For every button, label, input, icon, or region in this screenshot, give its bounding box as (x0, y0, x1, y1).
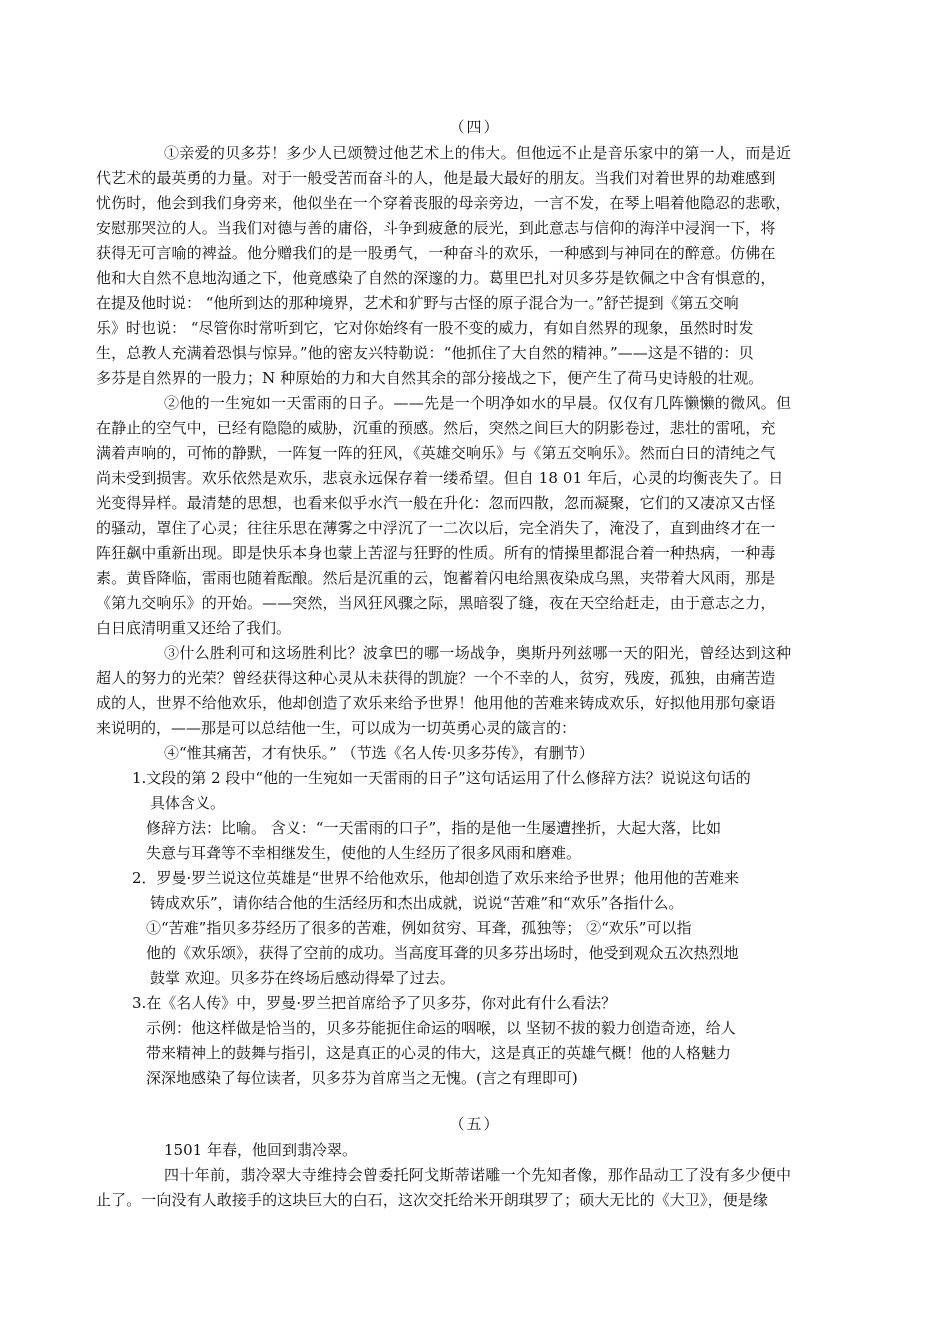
text-line: 白日底清明重又还给了我们。 (96, 619, 292, 637)
text-line: 《第九交响乐》的开始。——突然，当风狂风骤之际，黑暗裂了缝，夜在天空给赶走，由于意志之力， (96, 594, 776, 612)
text-line: 鼓掌 欢迎。贝多芬在终场后感动得晕了过去。 (150, 969, 455, 987)
text-line: 四十年前，翡冷翠大寺维持会曾委托阿戈斯蒂诺雕一个先知者像，那作品动工了没有多少便中 (164, 1166, 792, 1184)
text-line: 满着声响的，可怖的静默，一阵复一阵的狂风，《英雄交响乐》与《第五交响乐》。然而白日的清纯之气 (96, 444, 776, 462)
text-line: 来说明的，——那是可以总结他一生，可以成为一切英勇心灵的箴言的： (96, 719, 577, 737)
text-line: ①“苦难”指贝多芬经历了很多的苦难，例如贫穷、耳聋，孤独等； ②“欢乐”可以指 (146, 919, 692, 937)
text-line: 1.文段的第 2 段中“他的一生宛如一天雷雨的日子”这句话运用了什么修辞方法？说说这句话的 (132, 769, 751, 787)
text-line: ②他的一生宛如一天雷雨的日子。——先是一个明净如水的早晨。仅仅有几阵懒懒的微风。但 (164, 394, 792, 412)
text-line: 在提及他时说： “他所到达的那种境界，艺术和犷野与古怪的原子混合为一。”舒芒提到《第五交响 (96, 294, 739, 312)
text-line: 尚未受到损害。欢乐依然是欢乐，悲哀永远保存着一缕希望。但自 18 01 年后，心灵的均衡丧失了。日 (96, 469, 784, 487)
text-line: 1501 年春，他回到翡冷翠。 (164, 1141, 357, 1159)
text-line: 3.在《名人传》中，罗曼·罗兰把首席给予了贝多芬，你对此有什么看法？ (132, 994, 617, 1012)
text-line: 素。黄昏降临，雷雨也随着酝酿。然后是沉重的云，饱蓄着闪电给黑夜染成乌黑，夹带着大风雨，那是 (96, 569, 776, 587)
text-line: 成的人，世界不给他欢乐，他却创造了欢乐来给予世界！他用他的苦难来铸成欢乐，好拟他用那句豪语 (96, 694, 776, 712)
text-line: 安慰那哭泣的人。当我们对德与善的庸俗，斗争到疲惫的辰光，到此意志与信仰的海洋中浸润一下，将 (96, 219, 776, 237)
text-line: ①亲爱的贝多芬！多少人已颂赞过他艺术上的伟大。但他远不止是音乐家中的第一人，而是近 (164, 144, 792, 162)
text-line: 获得无可言喻的裨益。他分赠我们的是一股勇气，一种奋斗的欢乐，一种感到与神同在的醉意。仿佛在 (96, 244, 776, 262)
text-line: 乐》时也说： “尽管你时常听到它，它对你始终有一股不变的威力，有如自然界的现象，虽然时时发 (96, 319, 754, 337)
text-line: 在静止的空气中，已经有隐隐的威胁，沉重的预感。然后，突然之间巨大的阴影卷过，悲壮的雷吼，充 (96, 419, 776, 437)
text-line: 止了。一向没有人敢接手的这块巨大的白石，这次交托给米开朗琪罗了；硕大无比的《大卫》，便是缘 (96, 1191, 769, 1209)
text-line: ④“惟其痛苦，才有快乐。” （节选《名人传·贝多芬传》，有删节） (164, 744, 594, 762)
text-line: 生，总教人充满着恐惧与惊异。”他的密友兴特勒说：“他抓住了大自然的精神。”——这是不错的：贝 (96, 344, 754, 362)
text-line: 失意与耳聋等不幸相继发生，使他的人生经历了很多风雨和磨难。 (146, 844, 582, 862)
text-line: 他的《欢乐颂》，获得了空前的成功。当高度耳聋的贝多芬出场时，他受到观众五次热烈地 (146, 944, 739, 962)
text-line: 修辞方法：比喻。 含义：“一天雷雨的口子”，指的是他一生屡遭挫折，大起大落，比如 (146, 819, 722, 837)
text-line: 的骚动，罩住了心灵；往往乐思在薄雾之中浮沉了一二次以后，完全消失了，淹没了，直到曲终才在一 (96, 519, 776, 537)
text-line: 深深地感染了每位读者，贝多芬为首席当之无愧。(言之有理即可) (146, 1069, 578, 1087)
text-line: 铸成欢乐”，请你结合他的生活经历和杰出成就，说说“苦难”和“欢乐”各指什么。 (150, 894, 684, 912)
section-5-title: （五） (449, 1115, 501, 1133)
text-line: 带来精神上的鼓舞与指引，这是真正的心灵的伟大，这是真正的英雄气概！他的人格魅力 (146, 1044, 732, 1062)
text-line: 代艺术的最英勇的力量。对于一般受苦而奋斗的人，他是最大最好的朋友。当我们对着世界的劫难感到 (96, 169, 776, 187)
text-line: 阵狂飙中重新出现。即是快乐本身也蒙上苦涩与狂野的性质。所有的情操里都混合着一种热病，一种毒 (96, 544, 776, 562)
text-line: 他和大自然不息地沟通之下，他竟感染了自然的深邃的力。葛里巴扎对贝多芬是钦佩之中含有惧意的， (96, 269, 776, 287)
text-line: 忧伤时，他会到我们身旁来，他似坐在一个穿着丧服的母亲旁边，一言不发，在琴上唱着他隐忍的悲歌， (96, 194, 791, 212)
text-line: 具体含义。 (150, 794, 226, 812)
text-line: 示例：他这样做是恰当的，贝多芬能扼住命运的咽喉，以 坚韧不拔的毅力创造奇迹，给人 (146, 1019, 736, 1037)
text-line: 2．罗曼·罗兰说这位英雄是“世界不给他欢乐，他却创造了欢乐来给予世界；他用他的苦难来 (132, 869, 739, 887)
section-4-title: （四） (449, 118, 501, 136)
text-line: 光变得异样。最清楚的思想，也看来似乎水汽一般在升化：忽而四散，忽而凝聚，它们的又凄凉又古怪 (96, 494, 776, 512)
text-line: ③什么胜利可和这场胜利比？波拿巴的哪一场战争，奥斯丹列兹哪一天的阳光，曾经达到这种 (164, 644, 792, 662)
text-line: 多芬是自然界的一股力；N 种原始的力和大自然其余的部分接战之下，便产生了荷马史诗般的壮观。 (96, 369, 764, 387)
text-line: 超人的努力的光荣？曾经获得这种心灵从未获得的凯旋？一个不幸的人，贫穷，残废，孤独，由痛苦造 (96, 669, 776, 687)
